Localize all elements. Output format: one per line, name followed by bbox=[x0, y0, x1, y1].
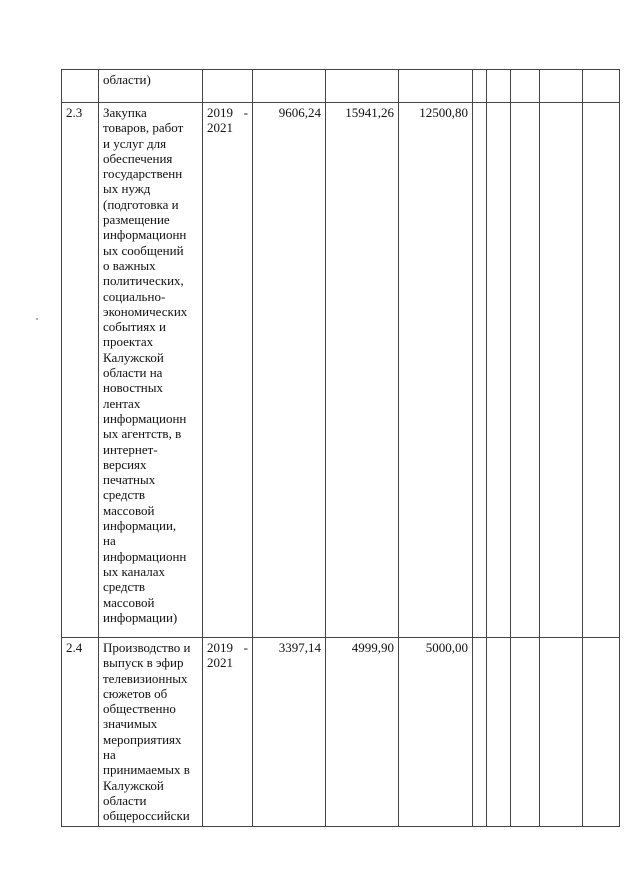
empty-cell bbox=[473, 70, 487, 103]
empty-cell bbox=[487, 70, 511, 103]
row-number: 2.3 bbox=[62, 103, 99, 638]
empty-cell bbox=[540, 70, 583, 103]
program-table bbox=[61, 69, 620, 827]
empty-cell bbox=[473, 103, 487, 638]
empty-cell bbox=[583, 70, 620, 103]
empty-cell bbox=[511, 70, 540, 103]
value-2020: 4999,90 bbox=[326, 638, 399, 827]
value-2020: 15941,26 bbox=[326, 103, 399, 638]
empty-cell bbox=[487, 638, 511, 827]
period-dash: - bbox=[243, 640, 248, 655]
scan-speck bbox=[36, 318, 38, 320]
value-2020 bbox=[326, 70, 399, 103]
empty-cell bbox=[511, 103, 540, 638]
empty-cell bbox=[511, 638, 540, 827]
row-description: Производство и выпуск в эфир телевизионных сюжетов об общественно значимых мероприятиях на принимаемых в Калужской области общероссийски bbox=[99, 638, 203, 827]
period-end: 2021 bbox=[207, 120, 233, 136]
row-description: Закупка товаров, работ и услуг для обеспечения государственн ых нужд (подготовка и размещение информационн ых сообщений о важных политических, социально- экономических событиях и проектах Калужской области на новостных лентах информационн ых агентств, в интернет- версиях печатных средств массовой информации, на информационн ых каналах средств массовой информации) bbox=[99, 103, 203, 638]
row-period bbox=[203, 638, 253, 827]
row-period bbox=[203, 70, 253, 103]
row-description: области) bbox=[99, 70, 203, 103]
value-2019: 3397,14 bbox=[253, 638, 326, 827]
table-row bbox=[62, 103, 620, 638]
value-2021: 5000,00 bbox=[399, 638, 473, 827]
empty-cell bbox=[540, 103, 583, 638]
period-start: 2019 bbox=[207, 105, 233, 120]
row-period bbox=[203, 103, 253, 638]
row-number bbox=[62, 70, 99, 103]
empty-cell bbox=[540, 638, 583, 827]
empty-cell bbox=[473, 638, 487, 827]
value-2021 bbox=[399, 70, 473, 103]
table-row bbox=[62, 70, 620, 103]
period-end: 2021 bbox=[207, 655, 233, 671]
table-row bbox=[62, 638, 620, 827]
row-number: 2.4 bbox=[62, 638, 99, 827]
period-start: 2019 bbox=[207, 640, 233, 655]
empty-cell bbox=[583, 103, 620, 638]
value-2019 bbox=[253, 70, 326, 103]
period-dash: - bbox=[243, 105, 248, 120]
empty-cell bbox=[583, 638, 620, 827]
empty-cell bbox=[487, 103, 511, 638]
value-2019: 9606,24 bbox=[253, 103, 326, 638]
value-2021: 12500,80 bbox=[399, 103, 473, 638]
